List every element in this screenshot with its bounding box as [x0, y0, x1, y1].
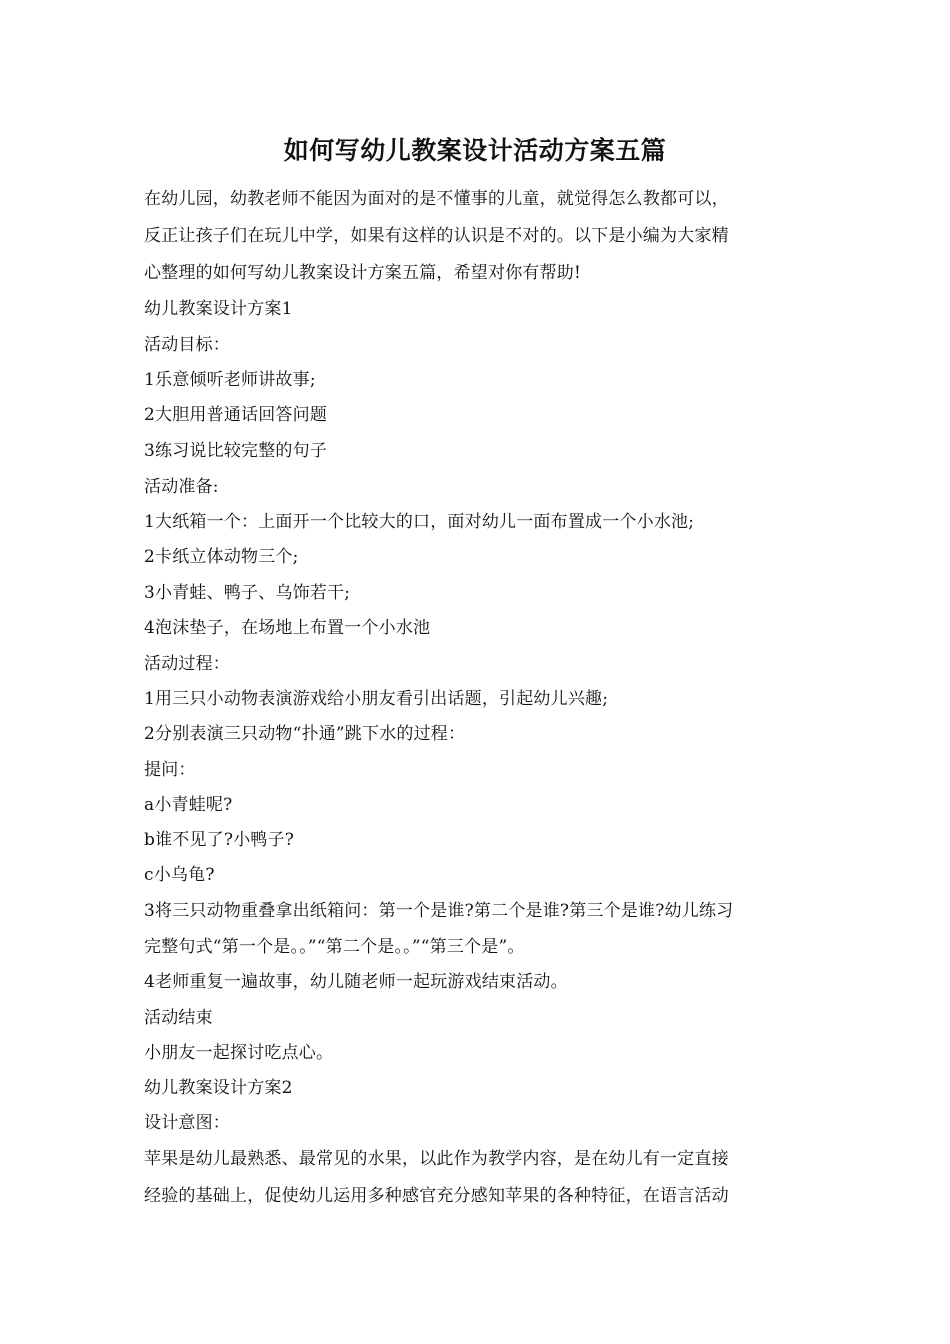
list-item: 2分别表演三只动物“扑通”跳下水的过程： [144, 724, 466, 744]
section-heading: 幼儿教案设计方案1 [144, 299, 293, 319]
subheading: 活动结束 [144, 1008, 213, 1028]
list-item: a小青蛙呢? [144, 795, 233, 815]
subheading: 活动准备: [144, 477, 219, 497]
paragraph-line: 完整句式“第一个是。。”“第二个是。。”“第三个是”。 [144, 937, 525, 957]
paragraph-line: 经验的基础上，促使幼儿运用多种感官充分感知苹果的各种特征，在语言活动 [144, 1186, 729, 1206]
paragraph-line: 在幼儿园，幼教老师不能因为面对的是不懂事的儿童，就觉得怎么教都可以， [144, 189, 729, 209]
list-item: 4泡沫垫子，在场地上布置一个小水池 [144, 618, 431, 638]
paragraph-line: 苹果是幼儿最熟悉、最常见的水果，以此作为教学内容，是在幼儿有一定直接 [144, 1149, 729, 1169]
paragraph-line: 小朋友一起探讨吃点心。 [144, 1043, 334, 1063]
list-item: 1用三只小动物表演游戏给小朋友看引出话题，引起幼儿兴趣; [144, 689, 609, 709]
list-item: 3小青蛙、鸭子、乌饰若干; [144, 583, 351, 603]
subheading: 提问： [144, 760, 196, 780]
paragraph-line: 心整理的如何写幼儿教案设计方案五篇，希望对你有帮助! [144, 263, 582, 283]
section-heading: 幼儿教案设计方案2 [144, 1078, 293, 1098]
list-item: 4老师重复一遍故事，幼儿随老师一起玩游戏结束活动。 [144, 972, 568, 992]
list-item: 2大胆用普通话回答问题 [144, 405, 328, 425]
document-title: 如何写幼儿教案设计活动方案五篇 [283, 136, 667, 165]
paragraph-line: 反正让孩子们在玩儿中学，如果有这样的认识是不对的。以下是小编为大家精 [144, 226, 729, 246]
list-item: 1大纸箱一个：上面开一个比较大的口，面对幼儿一面布置成一个小水池; [144, 512, 695, 532]
subheading: 活动过程： [144, 654, 230, 674]
subheading: 设计意图： [144, 1113, 230, 1133]
subheading: 活动目标： [144, 335, 230, 355]
list-item: 1乐意倾听老师讲故事; [144, 370, 316, 390]
list-item: 2卡纸立体动物三个; [144, 547, 299, 567]
list-item: 3将三只动物重叠拿出纸箱问：第一个是谁?第二个是谁?第三个是谁?幼儿练习 [144, 901, 734, 921]
list-item: c小乌龟? [144, 865, 215, 885]
list-item: b谁不见了?小鸭子? [144, 830, 295, 850]
list-item: 3练习说比较完整的句子 [144, 441, 328, 461]
